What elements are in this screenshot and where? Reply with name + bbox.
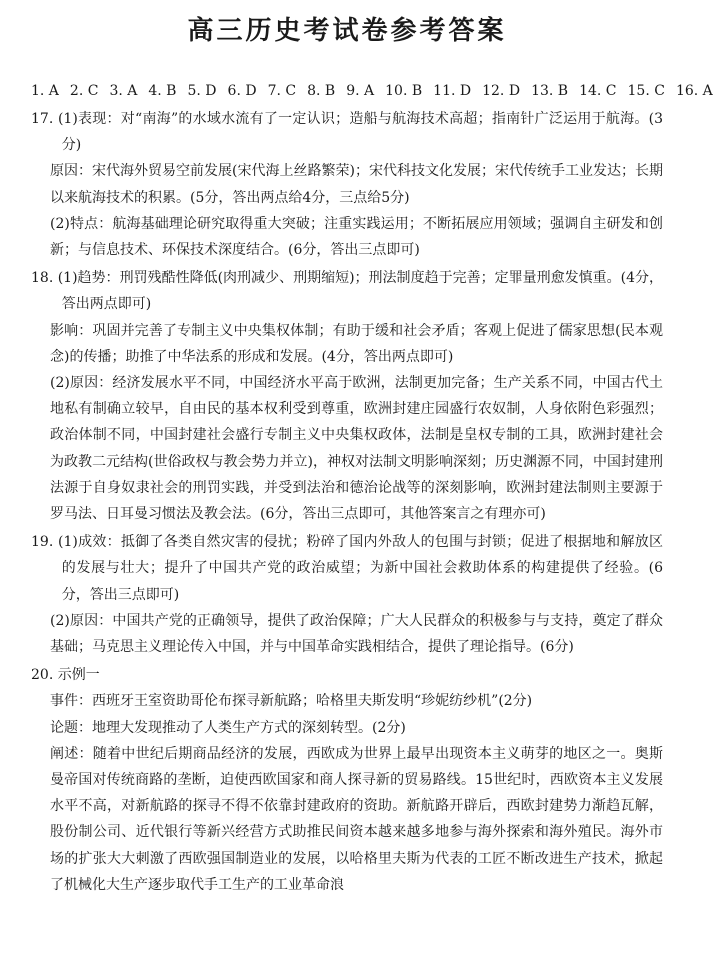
answer-item: 16. A bbox=[675, 83, 713, 99]
q20-heading: 20. 示例一 bbox=[31, 667, 100, 684]
q20-thesis: 论题：地理大发现推动了人类生产方式的深刻转型。(2分) bbox=[50, 719, 406, 736]
q19-part2-reasons: (2)原因：中国共产党的正确领导，提供了政治保障；广大人民群众的积极参与与支持，奠定了群众基础；马克思主义理论传入中国，并与中国革命实践相结合，提供了理论指导。(6分) bbox=[50, 612, 663, 656]
q17-part1-reason: 原因：宋代海外贸易空前发展(宋代海上丝路繁荣)；宋代科技文化发展；宋代传统手工业发达；长期以来航海技术的积累。(5分，答出两点给4分，三点给5分) bbox=[50, 163, 663, 206]
answer-item: 5. D bbox=[187, 83, 217, 99]
question-19 bbox=[31, 529, 663, 660]
answer-item: 14. C bbox=[579, 83, 617, 99]
answer-item: 3. A bbox=[109, 83, 138, 99]
answer-item: 4. B bbox=[148, 83, 177, 99]
q20-event: 事件：西班牙王室资助哥伦布探寻新航路；哈格里夫斯发明“珍妮纺纱机”(2分) bbox=[50, 693, 533, 710]
q17-part1-performance: 17. (1)表现：对“南海”的水域水流有了一定认识；造船与航海技术高超；指南针广泛运用于航海。(3分) bbox=[31, 111, 663, 154]
question-18 bbox=[31, 265, 663, 527]
answer-item: 12. D bbox=[482, 83, 521, 99]
page-title: 高三历史考试卷参考答案 bbox=[187, 16, 507, 46]
question-17 bbox=[31, 106, 663, 263]
answer-item: 13. B bbox=[531, 83, 569, 99]
answer-item: 15. C bbox=[627, 83, 665, 99]
answer-item: 11. D bbox=[433, 83, 472, 99]
answer-item: 1. A bbox=[31, 83, 59, 99]
answer-item: 9. A bbox=[346, 83, 375, 99]
answer-item: 8. B bbox=[307, 83, 336, 99]
answer-item: 10. B bbox=[385, 83, 423, 99]
answer-item: 6. D bbox=[227, 83, 257, 99]
answer-item: 2. C bbox=[69, 83, 99, 99]
q18-part2-reasons: (2)原因：经济发展水平不同，中国经济水平高于欧洲，法制更加完备；生产关系不同，中国古代土地私有制确立较早，自由民的基本权利受到尊重，欧洲封建庄园盛行农奴制，人身依附色彩强烈；政治体制不同，中国封建社会盛行专制主义中央集权政体，法制是皇权专制的工具，欧洲封建社会为政教二元结构(世俗政权与教会势力并立)，神权对法制文明影响深刻；历史渊源不同，中国封建刑法源于自身奴隶社会的刑罚实践，并受到法治和德治论战等的深刻影响，欧洲封建法制则主要源于罗马法、日耳曼习惯法及教会法。(6分，答出三点即可，其他答案言之有理亦可) bbox=[50, 375, 663, 523]
q19-part1-achievements: 19. (1)成效：抵御了各类自然灾害的侵扰；粉碎了国内外敌人的包围与封锁；促进了根据地和解放区的发展与壮大；提升了中国共产党的政治威望；为新中国社会救助体系的构建提供了经验。(6分，答出三点即可) bbox=[31, 534, 663, 603]
q18-part1-trend: 18. (1)趋势：刑罚残酷性降低(肉刑减少、刑期缩短)；刑法制度趋于完善；定罪量刑愈发慎重。(4分，答出两点即可) bbox=[31, 270, 663, 313]
question-20 bbox=[31, 662, 663, 898]
multiple-choice-answers bbox=[31, 79, 713, 104]
q17-part2-features: (2)特点：航海基础理论研究取得重大突破；注重实践运用；不断拓展应用领域；强调自主研发和创新；与信息技术、环保技术深度结合。(6分，答出三点即可) bbox=[50, 215, 663, 259]
q18-part1-impact: 影响：巩固并完善了专制主义中央集权体制；有助于缓和社会矛盾；客观上促进了儒家思想(民本观念)的传播；助推了中华法系的形成和发展。(4分，答出两点即可) bbox=[50, 322, 663, 365]
answer-item: 7. C bbox=[267, 83, 297, 99]
q20-argument: 阐述：随着中世纪后期商品经济的发展，西欧成为世界上最早出现资本主义萌芽的地区之一。奥斯曼帝国对传统商路的垄断，迫使西欧国家和商人探寻新的贸易路线。15世纪时，西欧资本主义发展水平不高，对新航路的探寻不得不依靠封建政府的资助。新航路开辟后，西欧封建势力渐趋瓦解，股份制公司、近代银行等新兴经营方式助推民间资本越来越多地参与海外探索和海外殖民。海外市场的扩张大大刺激了西欧强国制造业的发展，以哈格里夫斯为代表的工匠不断改进生产技术，掀起了机械化大生产逐步取代手工生产的工业革命浪 bbox=[50, 745, 663, 893]
